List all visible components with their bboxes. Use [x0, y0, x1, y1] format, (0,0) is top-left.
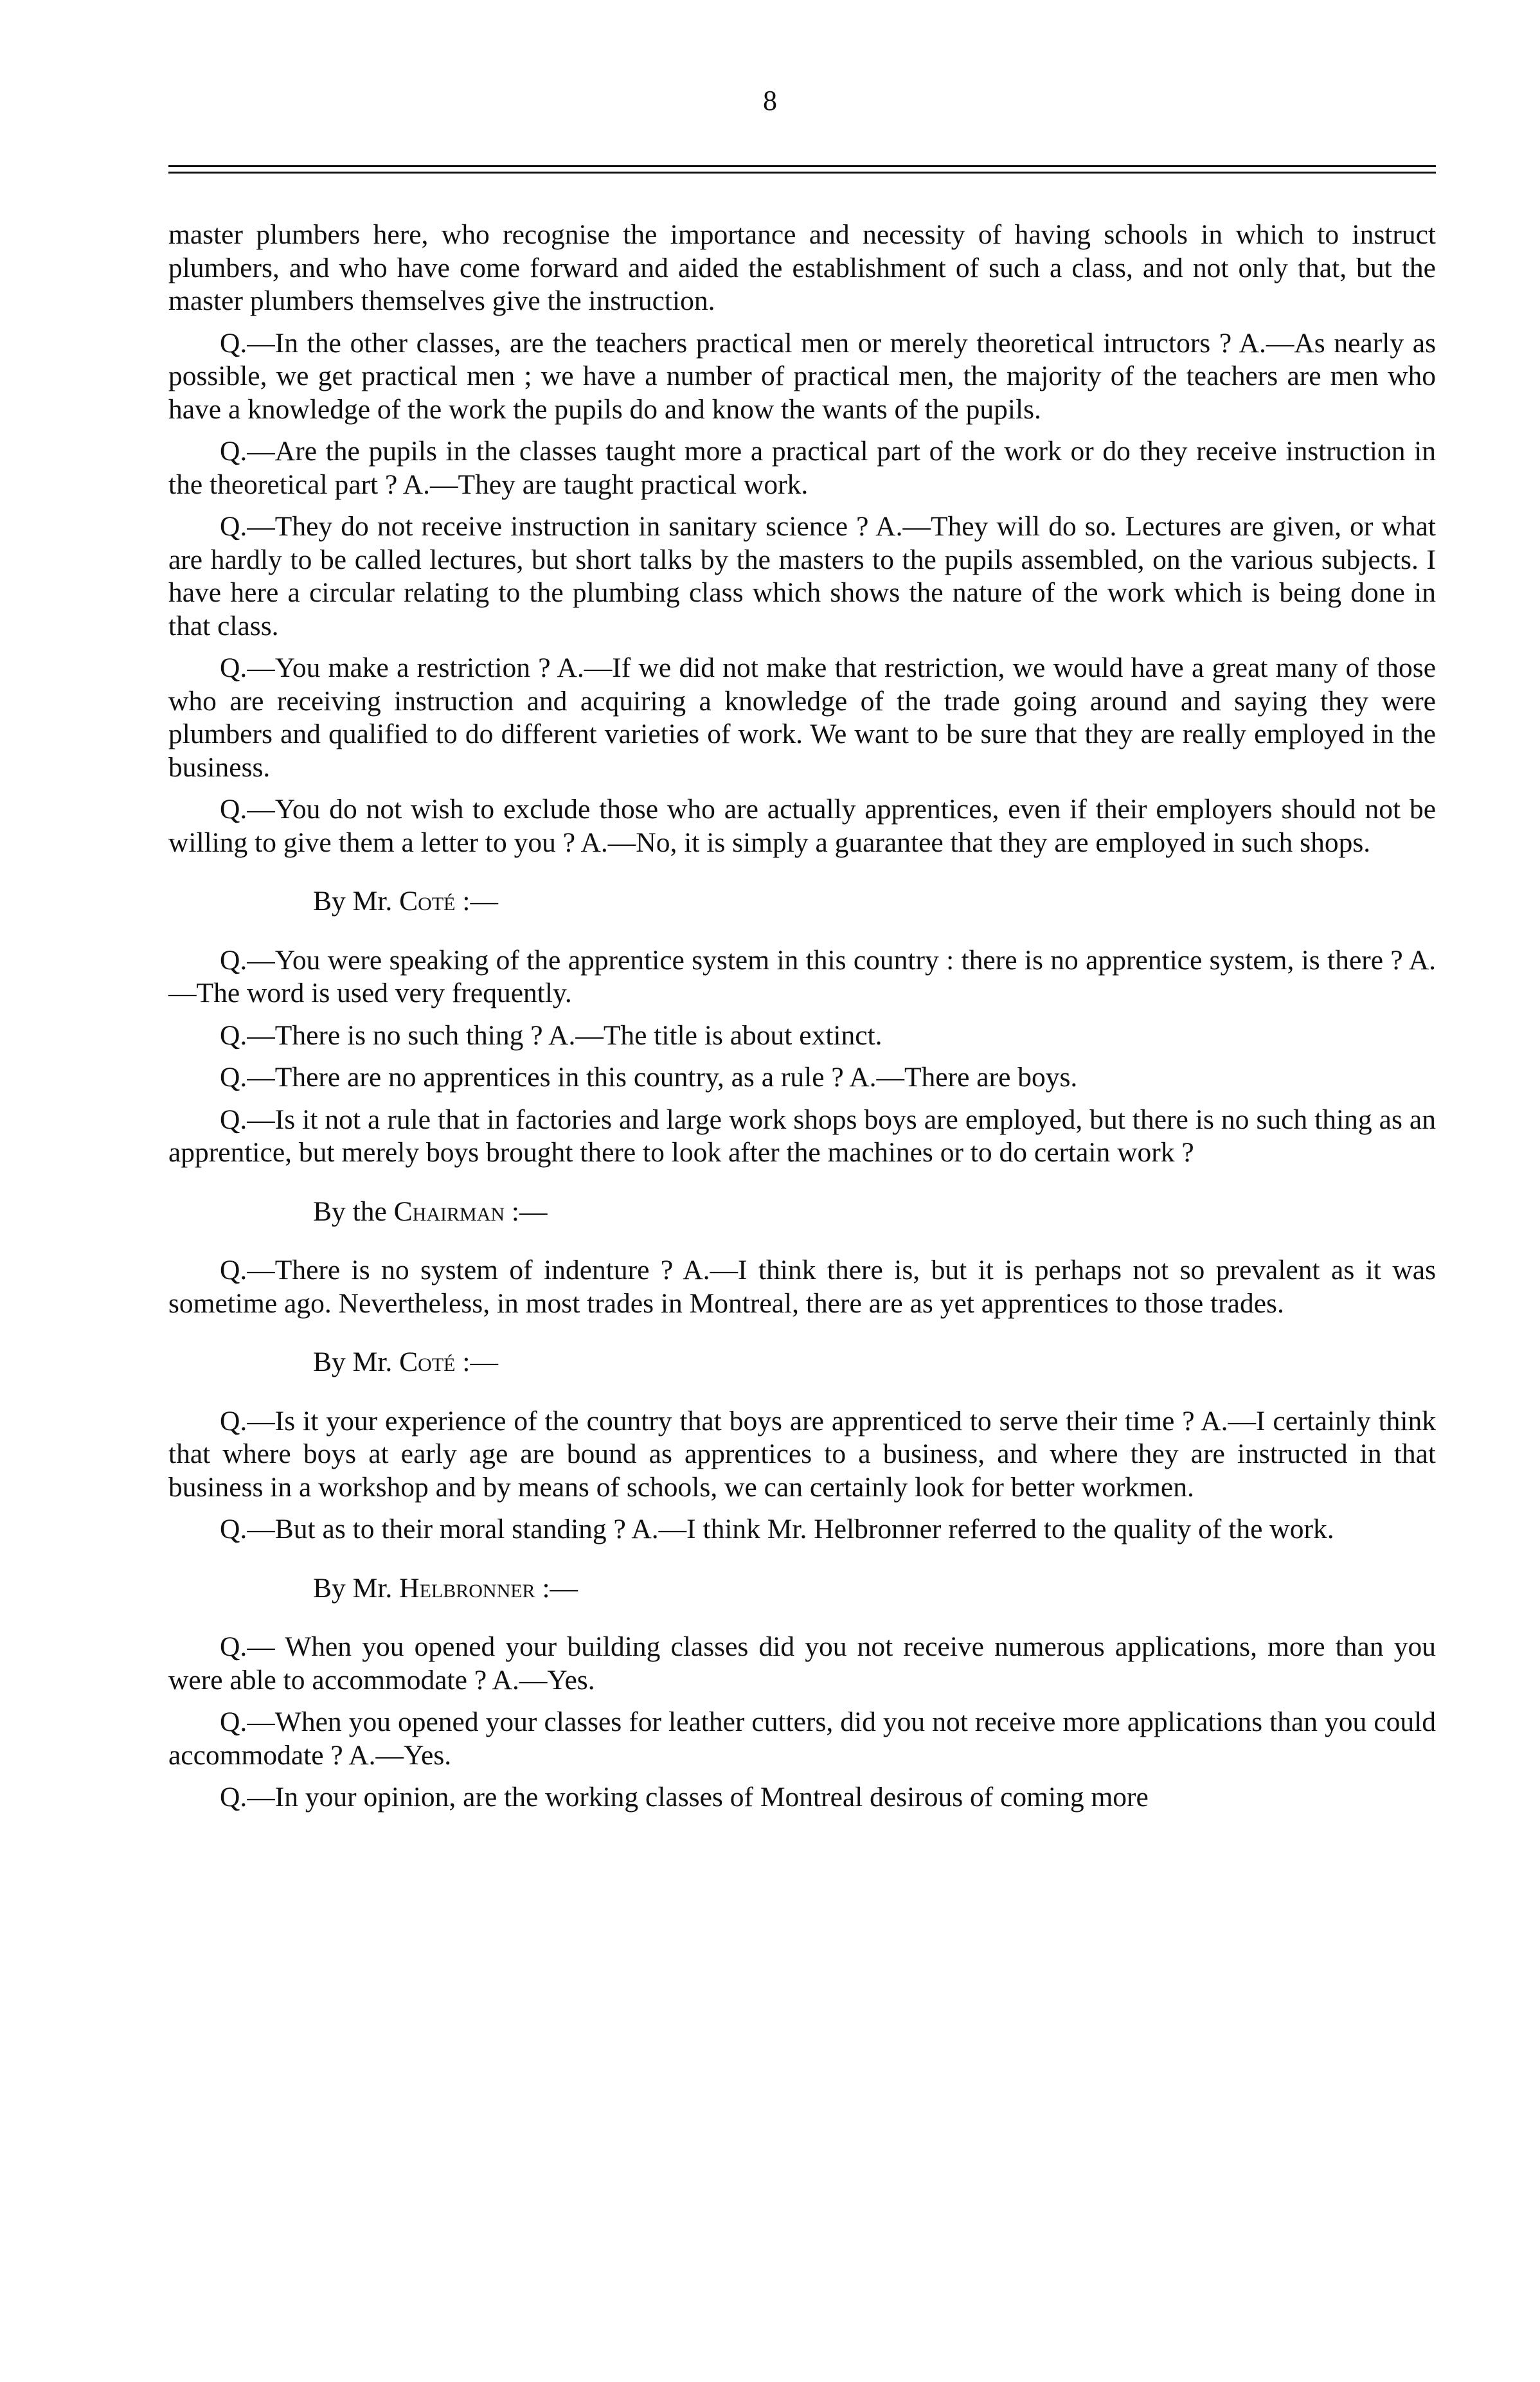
paragraph: Q.—They do not receive instruction in sanitary science ? A.—They will do so. Lectures are given, or what are hardly to be called lectures, but short talks by the masters to the pupils assembled, on the various subjects. I have here a circular relating to the plumbing class which shows the nature of the work which is being done in that class.	[168, 511, 1436, 641]
speaker-prefix: By Mr.	[313, 1347, 400, 1377]
paragraph: Q.—You make a restriction ? A.—If we did not make that restriction, we would have a great many of those who are receiving instruction and acquiring a knowledge of the trade going around and saying they were plumbers and qualified to do different varieties of work. We want to be sure that they are really employed in the business.	[168, 652, 1436, 783]
page-number: 8	[763, 85, 777, 116]
speaker-prefix: By Mr.	[313, 1572, 400, 1604]
paragraph: Q.—When you opened your classes for leather cutters, did you not receive more applications than you could accommodate ? A.—Yes.	[168, 1706, 1436, 1771]
speaker-name: Helbronner	[399, 1572, 535, 1604]
paragraph: Q.—Is it not a rule that in factories and large work shops boys are employed, but there is no such thing as an apprentice, but merely boys brought there to look after the machines or to do certain work ?	[168, 1104, 1436, 1168]
paragraph: Q.— When you opened your building classes did you not receive numerous applications, more than you were able to accommodate ? A.—Yes.	[168, 1631, 1436, 1696]
speaker-name: Chairman	[393, 1195, 505, 1227]
paragraph: Q.—There is no system of indenture ? A.—I think there is, but it is perhaps not so prevalent as it was sometime ago. Nevertheless, in most trades in Montreal, there are as yet apprentices to those trades.	[168, 1255, 1436, 1319]
paragraph: Q.—But as to their moral standing ? A.—I think Mr. Helbronner referred to the quality of the work.	[220, 1514, 1334, 1545]
paragraph: Q.—There are no apprentices in this country, as a rule ? A.—There are boys.	[220, 1062, 1078, 1093]
speaker-name: Coté	[399, 1347, 456, 1377]
paragraph: Q.—You do not wish to exclude those who are actually apprentices, even if their employers should not be willing to give them a letter to you ? A.—No, it is simply a guarantee that they are employed in such shops.	[168, 794, 1436, 858]
paragraph: Q.—In the other classes, are the teachers practical men or merely theoretical intructors ? A.—As nearly as possible, we get practical men ; we have a number of practical men, the majority of the teachers are men who have a knowledge of the work the pupils do and know the wants of the pupils.	[168, 327, 1436, 425]
speaker-suffix: :—	[455, 886, 498, 917]
speaker-prefix: By the	[313, 1195, 394, 1227]
speaker-suffix: :—	[535, 1572, 578, 1604]
document-body	[168, 219, 1436, 1823]
header-rule-top	[168, 165, 1436, 167]
paragraph: Q.—There is no such thing ? A.—The title is about extinct.	[220, 1019, 882, 1051]
speaker-heading	[168, 1572, 1436, 1606]
paragraph: Q.—Is it your experience of the country that boys are apprenticed to serve their time ? A.—I certainly think that where boys at early age are bound as apprentices to a business, and where they are instructed in that business in a workshop and by means of schools, we can certainly look for better workmen.	[168, 1405, 1436, 1503]
speaker-heading	[168, 885, 1436, 918]
speaker-prefix: By Mr.	[313, 886, 400, 917]
speaker-heading	[168, 1346, 1436, 1379]
paragraph: master plumbers here, who recognise the importance and necessity of having schools in which to instruct plumbers, and who have come forward and aided the establishment of such a class, and not only that, but the master plumbers themselves give the instruction.	[168, 219, 1436, 316]
paragraph: Q.—You were speaking of the apprentice system in this country : there is no apprentice system, is there ? A.—The word is used very frequently.	[168, 944, 1436, 1008]
paragraph: Q.—In your opinion, are the working classes of Montreal desirous of coming more	[220, 1782, 1149, 1813]
speaker-name: Coté	[399, 886, 456, 917]
header-rule-bottom	[168, 172, 1436, 174]
speaker-heading	[168, 1195, 1436, 1229]
speaker-suffix: :—	[505, 1195, 548, 1227]
paragraph: Q.—Are the pupils in the classes taught more a practical part of the work or do they receive instruction in the theoretical part ? A.—They are taught practical work.	[168, 436, 1436, 500]
speaker-suffix: :—	[455, 1347, 498, 1377]
